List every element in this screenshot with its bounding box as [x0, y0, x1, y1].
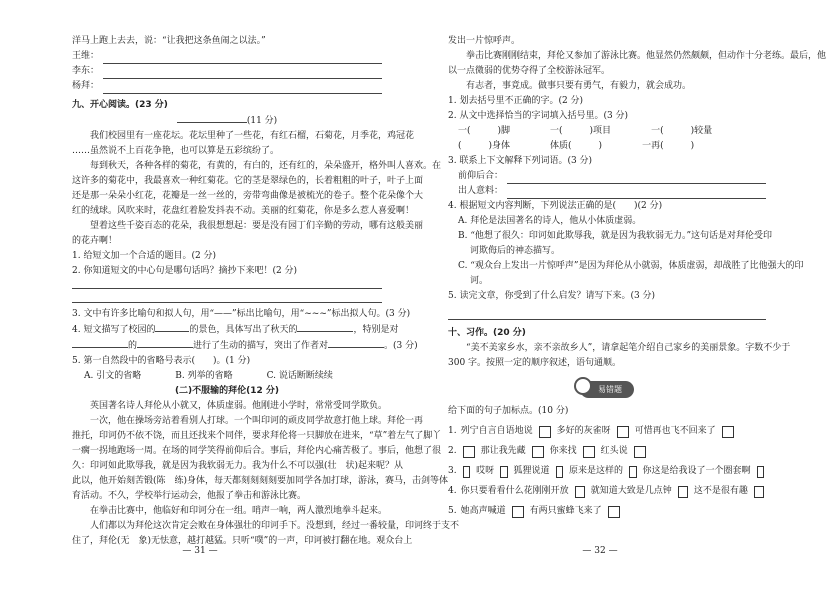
option-b-cont: 诃欺侮后的神态描写。: [470, 246, 561, 256]
punct-box[interactable]: [608, 506, 620, 518]
writing-prompt: “美不美家乡水，亲不亲故乡人”，请拿起笔介绍自己家乡的美丽景象。字数不少于: [466, 343, 791, 353]
punct-box[interactable]: [575, 486, 585, 498]
q2-row-1: [448, 124, 766, 139]
answer-field-yangbai[interactable]: 杨拜：: [72, 79, 382, 94]
q2-item[interactable]: 一( )较量: [651, 126, 713, 136]
punct-box[interactable]: [617, 426, 629, 438]
passage-line: 每到秋天，各种各样的菊花，有黄的，有白的，还有红的，朵朵盛开，格外叫人喜欢。在: [90, 161, 442, 171]
q2-item[interactable]: 一( )脚: [458, 126, 511, 136]
option-c[interactable]: C. “观众台上发出一片惊呼声”是因为拜伦从小就弱，体质虚弱，却战胜了比他强大的印: [458, 261, 804, 271]
punct-item-3: 3. 哎呀 狐狸说道 原来是这样的 你这是给我设了一个圈套啊: [448, 464, 766, 479]
punct-box[interactable]: [629, 466, 636, 478]
part2-title: (二)不服输的拜伦(12 分): [174, 386, 280, 396]
q2-item[interactable]: ( )身体: [458, 141, 511, 151]
badge-label: 易错题: [598, 385, 622, 394]
punct-box[interactable]: [463, 466, 470, 478]
right-page: [400, 0, 826, 592]
passage-line: 的花卉啊！: [72, 236, 118, 246]
question-1: 1. 给短文加一个合适的题目。(2 分): [72, 251, 217, 261]
blank[interactable]: [72, 338, 128, 348]
option-b[interactable]: B. “他想了很久：印诃如此欺辱我，就是因为我软弱无力。”这句话是对拜伦受印: [458, 231, 773, 241]
punct-title: 给下面的句子加标点。(10 分): [448, 406, 569, 416]
passage-line: 一瘸一拐地跑场一周。在场的同学笑得前仰后合。事后，拜伦内心痛苦极了。事后，他想了很: [72, 446, 442, 456]
punct-box[interactable]: [754, 486, 764, 498]
passage-line: 我们校园里有一座花坛。花坛里种了一些花，有红石榴，石菊花，月季花，鸡冠花: [90, 131, 415, 141]
page-number: — 31 —: [182, 546, 218, 556]
text-line: 洋马上跑上去去，说：“让我把这条鱼闹之以法。”: [72, 36, 266, 46]
blank[interactable]: [137, 338, 193, 348]
option-c[interactable]: C. 说话断断续续: [266, 371, 333, 381]
passage-line: 拳击比赛刚刚结束，拜伦又参加了游泳比赛。他显然仍然颇颇，但动作十分老练。最后，他: [466, 51, 826, 61]
answer-line[interactable]: [72, 279, 382, 289]
question-5-options: [72, 369, 382, 384]
punct-item-4: 4. 你只要看看什么花刚刚开放 就知道大致是几点钟 这不是很有趣: [448, 484, 766, 499]
passage-line: 育活动。不久，学校举行运动会，他报了拳击和游泳比赛。: [72, 491, 307, 501]
question-3: 3. 文中有许多比喻句和拟人句，用“——”标出比喻句，用“~~~”标出拟人句。(3 分): [72, 309, 411, 319]
passage-line: 此以，他开始刻苦锻(陈 练)身体，每天都刻刻刻刻要加同学各加打球，游泳，赛马，击剑等体: [72, 476, 449, 486]
passage-line: 望着这些千姿百态的花朵，我很想想起：要是没有园丁们辛勤的劳动，哪有这般美丽: [90, 221, 424, 231]
passage-line: 久：印诃如此欺辱我，就是因为我软弱无力。我为什么不可以强(壮 状)起来呢？从: [72, 461, 404, 471]
question-3: 3. 联系上下文解释下列词语。(3 分): [448, 156, 593, 166]
question-1: 1. 划去括号里不正确的字。(2 分): [448, 96, 584, 106]
punct-box[interactable]: [634, 446, 646, 458]
q2-item[interactable]: 一( )项目: [550, 126, 612, 136]
blank[interactable]: [328, 338, 384, 348]
answer-line[interactable]: [448, 310, 766, 320]
q2-item[interactable]: 一再( ): [642, 141, 695, 151]
passage-line: 在拳击比赛中，他临好和印诃分在一组。哨声一响，两人激烈地拳斗起来。: [90, 506, 388, 516]
answer-line[interactable]: [72, 293, 382, 303]
passage-line: 红的绒球。风吹来时，花盘红着脸发抖表不动。美丽的红菊花，你是多么惹人喜爱啊！: [72, 206, 415, 216]
punct-item-2: 2. 那让我先藏 你来找 红头说: [448, 444, 766, 459]
q2-item[interactable]: 体质( ): [550, 141, 603, 151]
question-2: 2. 从文中选择恰当的字词填入括号里。(3 分): [448, 111, 629, 121]
part1-title: (11 分): [72, 113, 382, 129]
answer-field-qianyanghouhe[interactable]: 前仰后合：: [448, 169, 766, 184]
option-c-cont: 诃。: [470, 276, 489, 286]
section-10-title: 十、习作。(20 分): [448, 328, 526, 338]
option-b[interactable]: B. 列举的省略: [175, 371, 233, 381]
title-blank[interactable]: [177, 113, 247, 123]
punct-item-1: 1. 列宁自言自语地说 多好的灰雀呀 可惜再也飞不回来了: [448, 424, 766, 439]
punct-box[interactable]: [463, 446, 475, 458]
punct-box[interactable]: [678, 486, 688, 498]
option-a[interactable]: A. 拜伦是法国著名的诗人，他从小体质虚弱。: [458, 216, 642, 226]
passage-line: 一次，他在操场旁站着看别人打球。一个叫印诃的顽皮同学故意打他上球。拜伦一再: [90, 416, 424, 426]
answer-field-churenyiliao[interactable]: 出人意料：: [448, 184, 766, 199]
blank[interactable]: [155, 322, 189, 332]
passage-line: ……虽然说不上百花争艳，也可以算是五彩缤纷了。: [72, 146, 280, 156]
punct-box[interactable]: [500, 466, 507, 478]
punct-box[interactable]: [556, 466, 563, 478]
answer-field-lidong[interactable]: 李东：: [72, 64, 382, 79]
answer-field-wangwei[interactable]: 王维：: [72, 49, 382, 64]
question-2: 2. 你知道短文的中心句是哪句话吗？摘抄下来吧！(2 分): [72, 266, 298, 276]
punct-box[interactable]: [757, 466, 764, 478]
section-9-title: 九、开心阅读。(23 分): [72, 100, 168, 110]
passage-line: 这许多的菊花中，我最喜欢一种红菊花。它的茎是翠绿色的，长着粗粗的叶子，叶子上面: [72, 176, 424, 186]
writing-prompt: 300 字。按照一定的顺序叙述，语句通顺。: [448, 358, 622, 368]
punct-box[interactable]: [539, 426, 551, 438]
punct-box[interactable]: [583, 446, 595, 458]
passage-line: 英国著名诗人拜伦从小就又，体质虚弱。他刚进小学时，常常受同学欺负。: [90, 401, 388, 411]
punct-box[interactable]: [532, 446, 544, 458]
option-a[interactable]: A. 引文的省略: [84, 371, 142, 381]
question-4-cont: 的 进行了生动的描写，突出了作者对 。(3 分): [72, 338, 382, 354]
q2-row-2: [448, 139, 766, 154]
magnifier-icon: [574, 377, 592, 395]
page-number: — 32 —: [582, 546, 618, 556]
punct-box[interactable]: [722, 426, 734, 438]
passage-line: 还是那一朵朵小红花，花瓣是一丝一丝的，旁带弯曲像是被梳光的卷子。整个花朵像个大: [72, 191, 424, 201]
blank[interactable]: [297, 322, 353, 332]
question-5: 5. 第一自然段中的省略号表示( )。(1 分): [72, 356, 251, 366]
passage-line: 住了，拜伦(无 象)无怯意，越打越猛。只听“噗”的一声，印诃被打翻在地。观众台上: [72, 536, 413, 546]
question-5: 5. 读完文章，你受到了什么启发？请写下来。(3 分): [448, 291, 656, 301]
passage-line: 发出一片惊呼声。: [448, 36, 521, 46]
question-4: 4. 根据短文内容判断，下列说法正确的是( )(2 分): [448, 201, 663, 211]
passage-line: 以一点微弱的优势夺得了全校游泳冠军。: [448, 66, 611, 76]
question-4: 4. 短文描写了校园的 的景色，具体写出了秋天的 ，特别是对: [72, 322, 382, 338]
error-prone-badge: [448, 381, 766, 398]
passage-line: 有志者，事竟成。做事只要有勇气，有毅力，就会成功。: [466, 81, 692, 91]
passage-line: 人们都以为拜伦这次肯定会败在身体强壮的印诃手下。没想到，经过一番较量，印诃终于支不: [90, 521, 460, 531]
passage-line: 推托，印诃仍不依不饶，而且还找来个同伴，要求拜伦将一只脚放在进来，“草”着左气了脚丫: [72, 431, 442, 441]
punct-box[interactable]: [512, 506, 524, 518]
punct-item-5: 5. 她高声喊道 有两只蜜蜂飞来了: [448, 504, 766, 519]
